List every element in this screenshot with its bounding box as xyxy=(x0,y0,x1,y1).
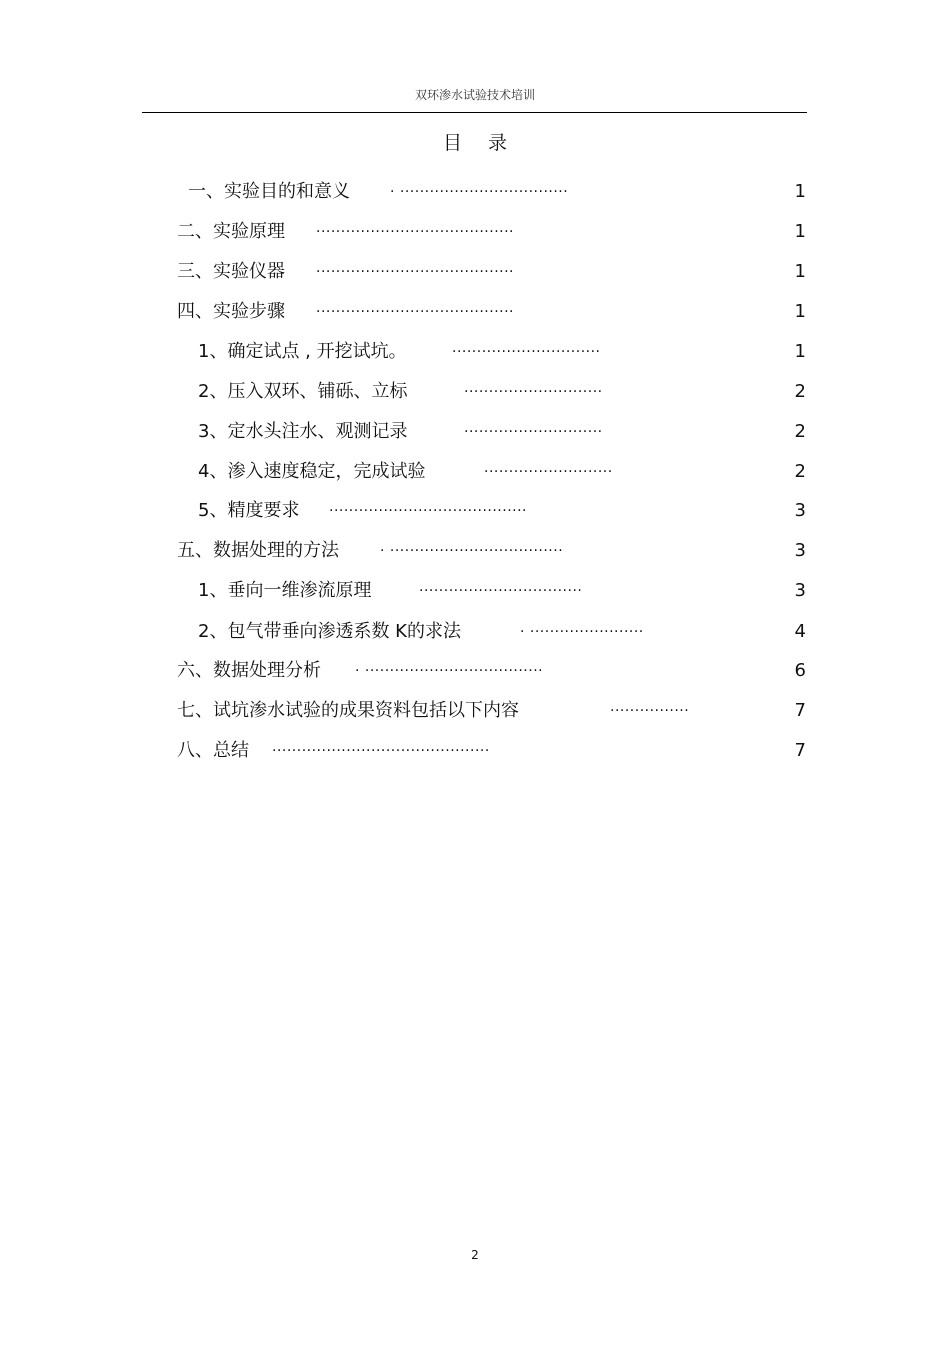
toc-entry-label: 2、压入双环、铺砾、立标 xyxy=(198,381,408,402)
toc-entry[interactable] xyxy=(0,498,950,524)
toc-entry-label: 七、试坑渗水试验的成果资料包括以下内容 xyxy=(177,700,519,721)
toc-entry-label: 一、实验目的和意义 xyxy=(188,181,350,202)
toc-entry-leader: ........................................ xyxy=(316,260,515,276)
toc-entry-page: 3 xyxy=(794,540,806,561)
toc-entry-page: 4 xyxy=(794,621,806,642)
page-number: 2 xyxy=(471,1248,479,1262)
toc-entry-leader: . .................................... xyxy=(355,659,544,675)
toc-entry-page: 1 xyxy=(794,181,806,202)
toc-entry-leader: ........................................ xyxy=(316,220,515,236)
toc-entry-page: 1 xyxy=(794,261,806,282)
toc-entry-label: 五、数据处理的方法 xyxy=(177,540,339,561)
toc-entry-page: 7 xyxy=(794,740,806,761)
toc-entry-leader: . .................................. xyxy=(390,180,569,196)
toc-entry-leader: ................ xyxy=(610,699,690,715)
toc-entry-leader: ............................ xyxy=(464,420,603,436)
toc-entry[interactable] xyxy=(0,339,950,365)
toc-entry-page: 6 xyxy=(794,660,806,681)
toc-entry-leader: ............................ xyxy=(464,380,603,396)
toc-entry-page: 1 xyxy=(794,301,806,322)
toc-entry-label: 三、实验仪器 xyxy=(177,261,285,282)
toc-entry-leader: ........................................ xyxy=(329,499,528,515)
toc-entry-page: 3 xyxy=(794,580,806,601)
toc-entry-label: 四、实验步骤 xyxy=(177,301,285,322)
toc-title: 目录 xyxy=(442,132,533,154)
toc-entry-label: 八、总结 xyxy=(177,740,249,761)
toc-entry[interactable] xyxy=(0,379,950,405)
toc-entry-leader: ............................................ xyxy=(272,739,490,755)
toc-entry-leader: . ................................... xyxy=(380,539,564,555)
toc-entry-leader: ........................................ xyxy=(316,300,515,316)
toc-entry[interactable] xyxy=(0,619,950,645)
toc-entry-page: 2 xyxy=(794,381,806,402)
toc-entry-label: 1、垂向一维渗流原理 xyxy=(198,580,372,601)
toc-entry-page: 1 xyxy=(794,221,806,242)
toc-entry-leader: .............................. xyxy=(452,340,601,356)
toc-entry[interactable] xyxy=(0,299,950,325)
toc-entry[interactable] xyxy=(0,419,950,445)
toc-entry-label: 5、精度要求 xyxy=(198,500,300,521)
toc-entry[interactable] xyxy=(0,738,950,764)
toc-entry[interactable] xyxy=(0,538,950,564)
toc-entry[interactable] xyxy=(0,698,950,724)
toc-entry[interactable] xyxy=(0,578,950,604)
toc-entry[interactable] xyxy=(0,459,950,485)
toc-entry-page: 7 xyxy=(794,700,806,721)
page-header-title: 双环渗水试验技术培训 xyxy=(414,88,535,102)
header-divider xyxy=(142,112,807,113)
toc-entry-page: 3 xyxy=(794,500,806,521)
toc-entry-label: 二、实验原理 xyxy=(177,221,285,242)
toc-entry-label: 2、包气带垂向渗透系数 K的求法 xyxy=(198,621,461,642)
toc-entry-label: 1、确定试点 , 开挖试坑。 xyxy=(198,341,407,362)
toc-entry[interactable] xyxy=(0,259,950,285)
toc-entry-label: 4、渗入速度稳定，完成试验 xyxy=(198,461,426,482)
toc-entry-leader: .......................... xyxy=(484,460,613,476)
toc-entry-leader: ................................. xyxy=(419,579,583,595)
toc-entry[interactable] xyxy=(0,658,950,684)
toc-entry-page: 2 xyxy=(794,421,806,442)
toc-entry-label: 3、定水头注水、观测记录 xyxy=(198,421,408,442)
toc-entry[interactable] xyxy=(0,179,950,205)
toc-entry-page: 2 xyxy=(794,461,806,482)
toc-entry-label: 六、数据处理分析 xyxy=(177,660,321,681)
toc-entry[interactable] xyxy=(0,219,950,245)
toc-entry-page: 1 xyxy=(794,341,806,362)
toc-entry-leader: . ....................... xyxy=(520,620,644,636)
